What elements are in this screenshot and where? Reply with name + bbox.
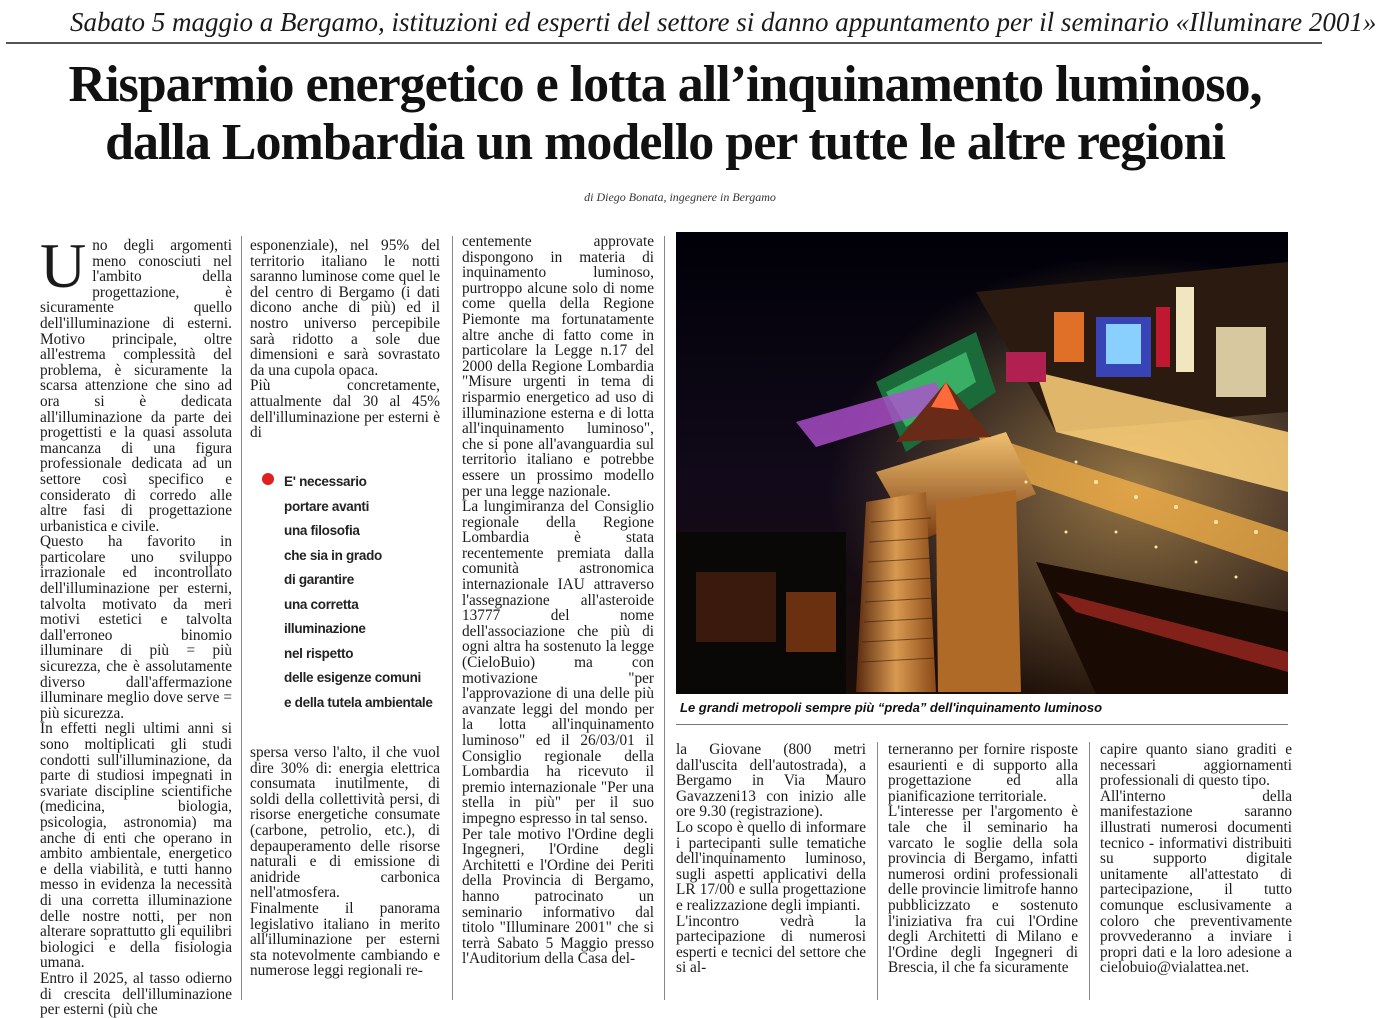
article-column-6 [1100, 742, 1292, 1001]
byline: di Diego Bonata, ingegnere in Bergamo [584, 190, 776, 204]
pullquote-line: di garantire [284, 572, 354, 587]
pullquote-line: portare avanti [284, 498, 370, 514]
column-divider [877, 742, 878, 1000]
col5-paragraph-1: terneranno per fornire risposte esaurienti e di supporto alla progettazione ed alla pianificazione territoriale. [888, 741, 1078, 805]
col2b-paragraph-2: Finalmente il panorama legislativo italiano in merito all'illuminazione per esterni sta notevolmente cambiando e numerose leggi regionali re- [250, 899, 440, 980]
article-column-1 [40, 230, 232, 1018]
article-column-2-top [250, 237, 440, 442]
pullquote-lines [262, 470, 462, 715]
col1-paragraph-3: In effetti negli ultimi anni si sono moltiplicati gli studi condotti sull'illuminazione, da parte di studiosi impegnati in svariate discipline scientifiche (medicina, biologia, psicologia, astronomia) ma anche di enti che operano in ambito ambientale, energetico e della viabilità, e tutti hanno messo in evidenza la necessità di una corretta illuminazione delle nostre notti, per non alterare soprattutto gli equilibri biologici e della fisiologia umana. [40, 720, 232, 972]
col1-paragraph-2: Questo ha favorito in particolare uno sviluppo irrazionale ed incontrollato dell'illuminazione per esterni, talvolta motivato da meri motivi estetici e talvolta dall'erroneo binomio illuminare di più = più sicurezza, che è assolutamente diverso dall'affermazione illuminare meglio dove serve = più sicurezza. [40, 533, 232, 722]
photo-illustration [676, 232, 1288, 694]
col4-paragraph-1: la Giovane (800 metri dall'uscita dell'autostrada), a Bergamo in Via Mauro Gavazzeni13 con inizio alle ore 9.30 (registrazione). [676, 741, 866, 821]
headline [30, 56, 1300, 172]
pullquote-line: una filosofia [284, 523, 360, 538]
photo-caption: Le grandi metropoli sempre più “preda” dell'inquinamento luminoso [680, 700, 1103, 715]
caption-rule [676, 724, 1288, 725]
article-column-5 [888, 742, 1078, 1001]
col1-paragraph-1: no degli argomenti meno conosciuti nel l'ambito della progettazione, è sicuramente quello dell'illuminazione di esterni. Motivo principale, oltre all'estrema complessità del problema, è sicuramente la scarsa attenzione che sino ad ora si è dedicata all'illuminazione da parte dei progettisti e la quasi assoluta mancanza di una figura professionale dedicata ad un settore così specifico e considerato di corredo alle altre fasi di progettazione urbanistica e civile. [40, 237, 232, 535]
pullquote [262, 470, 462, 715]
article-column-2-bottom [250, 745, 440, 1001]
article-column-3 [462, 234, 654, 1001]
col5-paragraph-2: L'interesse per l'argomento è tale che il seminario ha varcato le soglie della sola provincia di Bergamo, infatti numerosi ordini professionali delle provincie limitrofe hanno pubblicizzato e sostenuto l'iniziativa fra cui l'Ordine degli Architetti di Milano e l'Ordine degli Ingegneri di Brescia, il che fa sicuramente [888, 803, 1078, 977]
col2-paragraph-2: Più concretamente, attualmente dal 30 al 45% dell'illuminazione per esterni è di [250, 377, 440, 442]
column-divider [1089, 742, 1090, 1000]
col2-paragraph-1: esponenziale), nel 95% del territorio italiano le notti saranno luminose come quel le del centro di Bergamo (i dati dicono anche di più) ed il nostro universo percepibile sarà ridotto a sole due dimensioni e sarà sovrastato da una cupola opaca. [250, 237, 440, 379]
col4-paragraph-2: Lo scopo è quello di informare i partecipanti sulle tematiche dell'inquinamento luminoso, sugli aspetti applicativi della LR 17/00 e sulla progettazione e realizzazione degli impianti. [676, 818, 866, 914]
pullquote-line: nel rispetto [284, 645, 354, 661]
article-column-4 [676, 742, 866, 1001]
headline-line-1: Risparmio energetico e lotta all’inquinamento luminoso, [68, 56, 1262, 113]
col2b-paragraph-1: spersa verso l'alto, il che vuol dire 30% di: energia elettrica consumata inutilmente, di soldi della collettività persi, di risorse energetiche consumate (carbone, petrolio, etc.), di depauperamento delle risorse naturali e di emissione di anidride carbonica nell'atmosfera. [250, 744, 440, 902]
col3-paragraph-1: centemente approvate dispongono in materia di inquinamento luminoso, purtroppo alcune solo di nome come quella della Regione Piemonte ma fortunatamente altre anche di fatto come in particolare la Legge n.17 del 2000 della Regione Lombardia "Misure urgenti in tema di risparmio energetico ad uso di illuminazione esterna e di lotta all'inquinamento luminoso", che si pone all'avanguardia sul territorio italiano e potrebbe essere un prossimo modello per una legge nazionale. [462, 233, 654, 500]
col3-paragraph-3: Per tale motivo l'Ordine degli Ingegneri, l'Ordine degli Architetti e l'Ordine dei Periti della Provincia di Bergamo, hanno patrocinato un seminario informativo dal titolo "Illuminare 2001" che si terrà Sabato 5 Maggio presso l'Auditorium della Casa del- [462, 825, 654, 968]
col6-paragraph-2: All'interno della manifestazione saranno illustrati numerosi documenti tecnico - informativi distribuiti su supporto digitale unitamente all'attestato di partecipazione, il tutto comunque esclusivamente a coloro che preventivamente provvederanno a inviare i propri dati e la loro adesione a cielobuio@vialattea.net. [1100, 787, 1292, 977]
pullquote-line: E' necessario [284, 474, 367, 489]
column-divider [664, 236, 665, 1000]
pullquote-line: e della tutela ambientale [284, 694, 433, 710]
pullquote-line: delle esigenze comuni [284, 670, 421, 685]
drop-cap: U [40, 230, 87, 301]
column-divider [241, 236, 242, 1000]
col6-paragraph-1: capire quanto siano graditi e necessari aggiornamenti professionali di questo tipo. [1100, 741, 1292, 790]
kicker-rule [6, 42, 1322, 44]
pullquote-line: una corretta [284, 596, 359, 612]
kicker: Sabato 5 maggio a Bergamo, istituzioni ed esperti del settore si danno appuntamento per il seminario «Illuminare 2001» [70, 7, 1376, 37]
col3-paragraph-2: La lungimiranza del Consiglio regionale della Regione Lombardia è stata recentemente premiata dalla comunità astronomica internazionale IAU attraverso l'assegnazione all'asteroide 13777 del nome dell'associazione che più di ogni altra ha sostenuto la legge (CieloBuio) ma con motivazione "per l'approvazione di una delle più avanzate leggi del mondo per la lotta all'inquinamento luminoso" ed il 26/03/01 il Consiglio regionale della Lombardia ha ricevuto il premio internazionale "Per una stella in più" per il suo impegno espresso in tal senso. [462, 498, 654, 827]
headline-line-2: dalla Lombardia un modello per tutte le altre regioni [105, 114, 1225, 171]
col1-paragraph-4: Entro il 2025, al tasso odierno di crescita dell'illuminazione per esterni (più che [40, 969, 232, 1018]
column-divider [452, 236, 453, 1000]
pullquote-line: illuminazione [284, 621, 366, 636]
pullquote-line: che sia in grado [284, 547, 382, 563]
col4-paragraph-3: L'incontro vedrà la partecipazione di numerosi esperti e tecnici del settore che si al- [676, 912, 866, 977]
city-night-photo [676, 232, 1288, 694]
